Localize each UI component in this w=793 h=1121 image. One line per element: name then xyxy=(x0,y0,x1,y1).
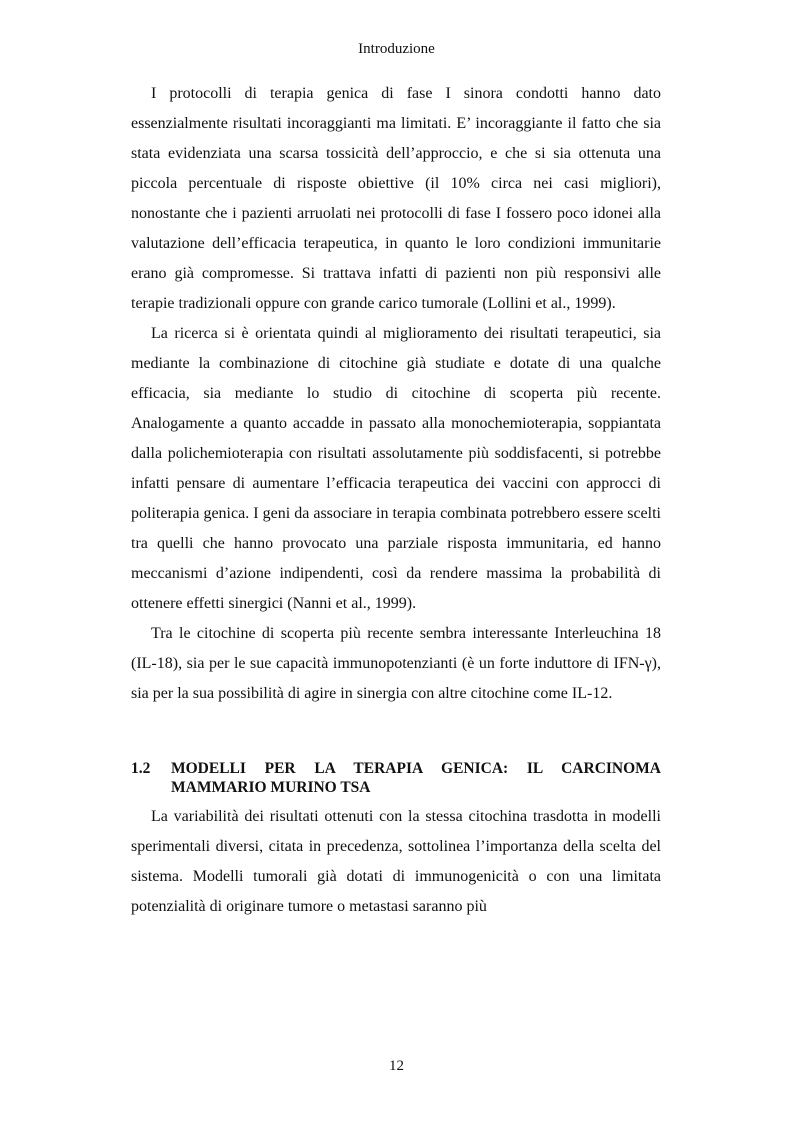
paragraph-interleukin-18: Tra le citochine di scoperta più recente sembra interessante Interleuchina 18 (IL-18), sia per le sue capacità immunopotenzianti (è un forte induttore di IFN-γ), sia per la sua possibilità di agire in sinergia con altre citochine come IL-12. xyxy=(131,625,661,702)
section-title-line-2: MAMMARIO MURINO TSA xyxy=(171,779,371,796)
running-header: Introduzione xyxy=(358,41,435,57)
section-number: 1.2 xyxy=(131,760,151,777)
section-heading xyxy=(131,759,661,797)
page-body xyxy=(131,79,661,922)
section-title-line-1: MODELLI PER LA TERAPIA GENICA: IL CARCINOMA xyxy=(171,760,661,777)
section-title xyxy=(171,759,661,797)
paragraph-tsa-model: La variabilità dei risultati ottenuti con la stessa citochina trasdotta in modelli sperimentali diversi, citata in precedenza, sottolinea l’importanza della scelta del sistema. Modelli tumorali già dotati di immunogenicità o con una limitata potenzialità di originare tumore o metastasi saranno più xyxy=(131,808,661,915)
paragraph-phase-i-protocols: I protocolli di terapia genica di fase I sinora condotti hanno dato essenzialmente risultati incoraggianti ma limitati. E’ incoraggiante il fatto che sia stata evidenziata una scarsa tossicità dell’approccio, e che si sia ottenuta una piccola percentuale di risposte obiettive (il 10% circa nei casi migliori), nonostante che i pazienti arruolati nei protocolli di fase I fossero poco idonei alla valutazione dell’efficacia terapeutica, in quanto le loro condizioni immunitarie erano già compromesse. Si trattava infatti di pazienti non più responsivi alle terapie tradizionali oppure con grande carico tumorale (Lollini et al., 1999). xyxy=(131,85,661,312)
page-number: 12 xyxy=(389,1058,404,1074)
paragraph-combination-therapy: La ricerca si è orientata quindi al miglioramento dei risultati terapeutici, sia mediante la combinazione di citochine già studiate e dotate di una qualche efficacia, sia mediante lo studio di citochine di scoperta più recente. Analogamente a quanto accadde in passato alla monochemioterapia, soppiantata dalla polichemioterapia con risultati assolutamente più soddisfacenti, si potrebbe infatti pensare di aumentare l’efficacia terapeutica dei vaccini con approcci di politerapia genica. I geni da associare in terapia combinata potrebbero essere scelti tra quelli che hanno provocato una parziale risposta immunitaria, ed hanno meccanismi d’azione indipendenti, così da rendere massima la probabilità di ottenere effetti sinergici (Nanni et al., 1999). xyxy=(131,325,661,612)
